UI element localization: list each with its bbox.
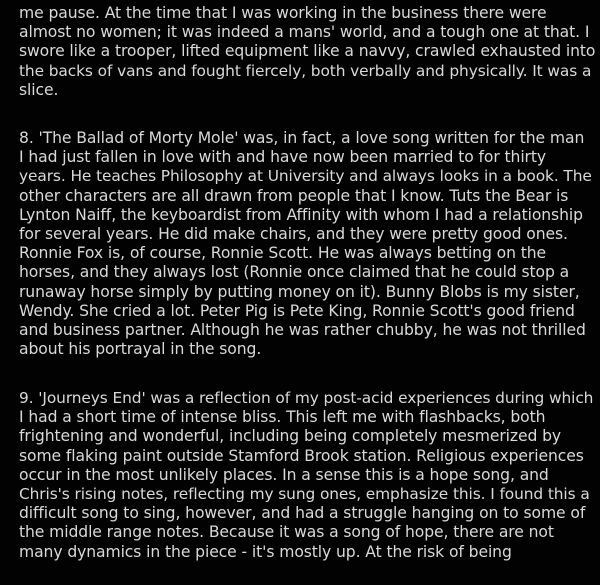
paragraph-continuation xyxy=(19,4,595,100)
text-line: years. He teaches Philosophy at University and always looks in a book. The xyxy=(19,167,592,186)
text-line: Wendy. She cried a lot. Peter Pig is Pete King, Ronnie Scott's good friend xyxy=(19,301,575,320)
text-line: Chris's rising notes, reflecting my sung ones, emphasize this. I found this a xyxy=(19,484,590,503)
text-line: 9. 'Journeys End' was a reflection of my post-acid experiences during which xyxy=(19,389,594,407)
text-line: occur in the most unlikely places. In a sense this is a hope song, and xyxy=(19,465,549,484)
text-line: horses, and they always lost (Ronnie once claimed that he could stop a xyxy=(19,263,570,282)
paragraph-note-9 xyxy=(19,389,595,562)
text-line: Lynton Naiff, the keyboardist from Affinity with whom I had a relationship xyxy=(19,205,583,224)
text-line: and business partner. Although he was rather chubby, he was not thrilled xyxy=(19,320,586,339)
text-line: swore like a trooper, lifted equipment like a navvy, crawled exhausted into xyxy=(19,42,596,61)
text-line: 8. 'The Ballad of Morty Mole' was, in fact, a love song written for the man xyxy=(19,129,585,147)
text-line: some flaking paint outside Stamford Brook station. Religious experiences xyxy=(19,446,584,465)
text-line: other characters are all drawn from people that I know. Tuts the Bear is xyxy=(19,186,569,205)
text-line: frightening and wonderful, including being completely mesmerized by xyxy=(19,427,562,446)
text-line: difficult song to sing, however, and had a struggle hanging on to some of xyxy=(19,504,586,523)
text-line: Ronnie Fox is, of course, Ronnie Scott. He was always betting on the xyxy=(19,244,546,263)
text-line: the middle range notes. Because it was a song of hope, there are not xyxy=(19,523,554,542)
text-line: for several years. He did make chairs, and they were pretty good ones. xyxy=(19,224,568,243)
text-line: many dynamics in the piece - it's mostly up. At the risk of being xyxy=(19,542,512,561)
paragraph-note-8 xyxy=(19,129,595,359)
text-line: slice. xyxy=(19,80,59,99)
text-line: me pause. At the time that I was working in the business there were xyxy=(19,4,547,22)
text-line: about his portrayal in the song. xyxy=(19,340,262,359)
text-line: almost no women; it was indeed a mans' world, and a tough one at that. I xyxy=(19,23,590,42)
text-line: the backs of vans and fought fiercely, both verbally and physically. It was a xyxy=(19,61,592,80)
text-line: runaway horse simply by putting money on it). Bunny Blobs is my sister, xyxy=(19,282,580,301)
text-line: I had just fallen in love with and have now been married to for thirty xyxy=(19,148,547,167)
text-line: I had a short time of intense bliss. This left me with flashbacks, both xyxy=(19,408,546,427)
